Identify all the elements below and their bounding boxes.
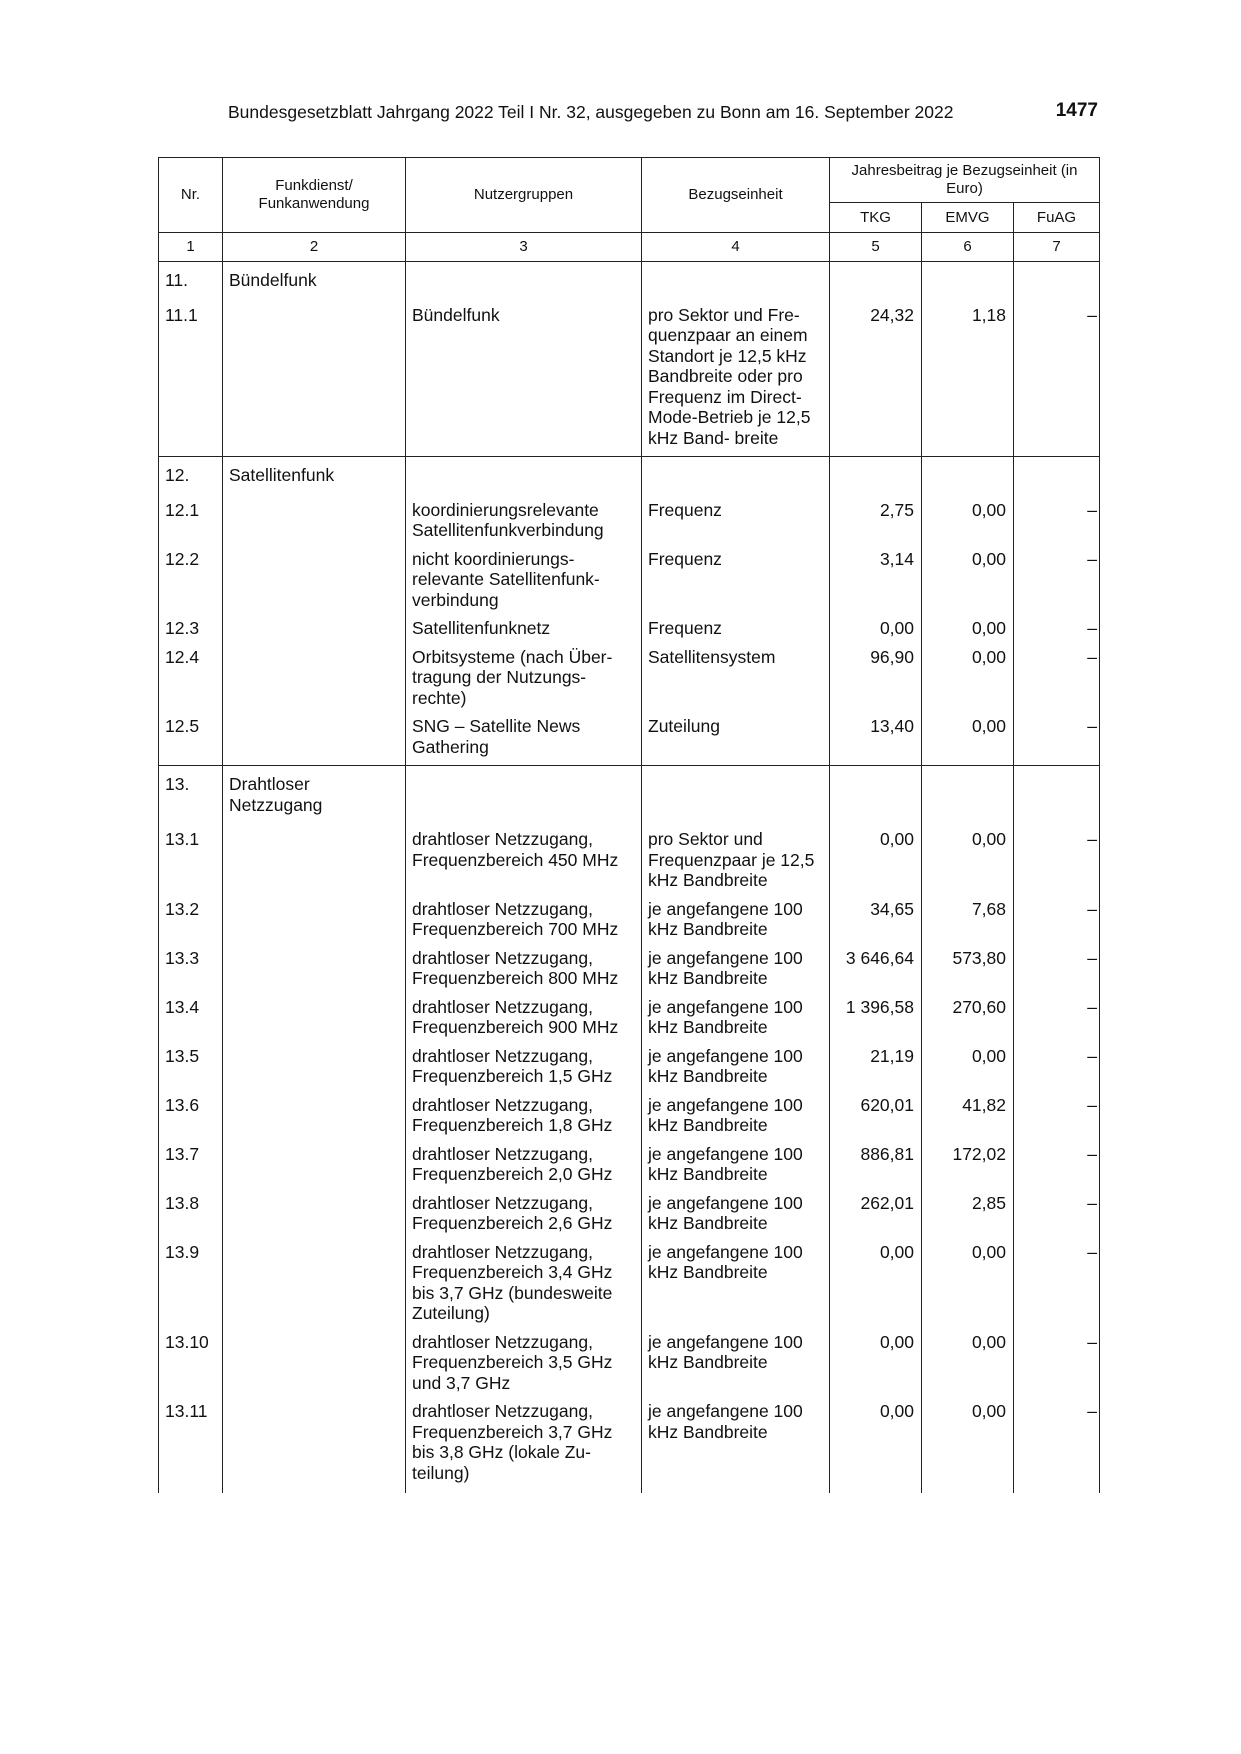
- column-number: 3: [406, 233, 642, 262]
- table-row: [159, 821, 1100, 891]
- table-row: [159, 492, 1100, 541]
- tkg-value: 2,75: [830, 492, 922, 541]
- nutzergruppe-cell: Orbitsysteme (nach Über- tragung der Nutzungs- rechte): [406, 639, 642, 709]
- funkdienst-cell: [223, 989, 406, 1038]
- emvg-value: 0,00: [922, 821, 1014, 891]
- nutzergruppe-cell: nicht koordinierungs- relevante Satellitenfunk- verbindung: [406, 541, 642, 611]
- nutzergruppe-cell: drahtloser Netzzugang, Frequenzbereich 3,4 GHz bis 3,7 GHz (bundesweite Zuteilung): [406, 1234, 642, 1324]
- nutzergruppe-cell: drahtloser Netzzugang, Frequenzbereich 1,8 GHz: [406, 1087, 642, 1136]
- row-number: 13.11: [159, 1393, 223, 1493]
- col-jahresbeitrag-header: Jahresbeitrag je Bezugseinheit (in Euro): [830, 158, 1100, 203]
- empty-cell: [642, 457, 830, 492]
- table-row: [159, 708, 1100, 766]
- funkdienst-cell: [223, 891, 406, 940]
- funkdienst-cell: [223, 1234, 406, 1324]
- bezugseinheit-cell: pro Sektor und Fre- quenzpaar an einem Standort je 12,5 kHz Bandbreite oder pro Frequenz im Direct-Mode-Betrieb je 12,5 kHz Band- breite: [642, 297, 830, 457]
- tkg-value: 21,19: [830, 1038, 922, 1087]
- row-number: 13.5: [159, 1038, 223, 1087]
- nutzergruppe-cell: drahtloser Netzzugang, Frequenzbereich 3,5 GHz und 3,7 GHz: [406, 1324, 642, 1394]
- emvg-value: 172,02: [922, 1136, 1014, 1185]
- tkg-value: 0,00: [830, 821, 922, 891]
- tkg-value: 0,00: [830, 610, 922, 639]
- row-number: 11.1: [159, 297, 223, 457]
- table-row: [159, 610, 1100, 639]
- funkdienst-cell: [223, 708, 406, 766]
- tkg-value: 3,14: [830, 541, 922, 611]
- funkdienst-cell: [223, 492, 406, 541]
- bezugseinheit-cell: Zuteilung: [642, 708, 830, 766]
- row-number: 13.2: [159, 891, 223, 940]
- nutzergruppe-cell: SNG – Satellite News Gathering: [406, 708, 642, 766]
- row-number: 12.5: [159, 708, 223, 766]
- fuag-value: –: [1014, 297, 1100, 457]
- table-row: [159, 1393, 1100, 1493]
- tkg-value: 620,01: [830, 1087, 922, 1136]
- page-number: 1477: [1055, 100, 1098, 121]
- emvg-value: 0,00: [922, 708, 1014, 766]
- bezugseinheit-cell: je angefangene 100 kHz Bandbreite: [642, 1087, 830, 1136]
- bezugseinheit-cell: je angefangene 100 kHz Bandbreite: [642, 1234, 830, 1324]
- emvg-value: 270,60: [922, 989, 1014, 1038]
- bezugseinheit-cell: Satellitensystem: [642, 639, 830, 709]
- funkdienst-cell: [223, 940, 406, 989]
- empty-cell: [922, 262, 1014, 297]
- nutzergruppe-cell: drahtloser Netzzugang, Frequenzbereich 2,6 GHz: [406, 1185, 642, 1234]
- empty-cell: [1014, 766, 1100, 822]
- funkdienst-cell: [223, 1038, 406, 1087]
- table-row: [159, 541, 1100, 611]
- tkg-value: 96,90: [830, 639, 922, 709]
- funkdienst-cell: [223, 1324, 406, 1394]
- empty-cell: [922, 457, 1014, 492]
- col-bezugseinheit-header: Bezugseinheit: [642, 158, 830, 233]
- row-number: 13.7: [159, 1136, 223, 1185]
- funkdienst-cell: [223, 297, 406, 457]
- emvg-value: 41,82: [922, 1087, 1014, 1136]
- empty-cell: [1014, 262, 1100, 297]
- fuag-value: –: [1014, 639, 1100, 709]
- table-row: [159, 1038, 1100, 1087]
- tkg-value: 1 396,58: [830, 989, 922, 1038]
- row-number: 13.4: [159, 989, 223, 1038]
- empty-cell: [1014, 457, 1100, 492]
- nutzergruppe-cell: drahtloser Netzzugang, Frequenzbereich 900 MHz: [406, 989, 642, 1038]
- fuag-value: –: [1014, 1087, 1100, 1136]
- tkg-value: 24,32: [830, 297, 922, 457]
- col-emvg-header: EMVG: [922, 203, 1014, 233]
- bezugseinheit-cell: je angefangene 100 kHz Bandbreite: [642, 1324, 830, 1394]
- table-row: [159, 989, 1100, 1038]
- fuag-value: –: [1014, 1393, 1100, 1493]
- group-row: [159, 262, 1100, 297]
- nutzergruppe-cell: drahtloser Netzzugang, Frequenzbereich 800 MHz: [406, 940, 642, 989]
- fuag-value: –: [1014, 492, 1100, 541]
- row-number: 12.3: [159, 610, 223, 639]
- bezugseinheit-cell: pro Sektor und Frequenzpaar je 12,5 kHz Bandbreite: [642, 821, 830, 891]
- table-row: [159, 639, 1100, 709]
- emvg-value: 2,85: [922, 1185, 1014, 1234]
- nutzergruppe-cell: drahtloser Netzzugang, Frequenzbereich 2,0 GHz: [406, 1136, 642, 1185]
- funkdienst-cell: [223, 639, 406, 709]
- fuag-value: –: [1014, 1324, 1100, 1394]
- tkg-value: 3 646,64: [830, 940, 922, 989]
- fee-table: [158, 157, 1100, 1493]
- bezugseinheit-cell: je angefangene 100 kHz Bandbreite: [642, 1038, 830, 1087]
- publication-title: Bundesgesetzblatt Jahrgang 2022 Teil I Nr. 32, ausgegeben zu Bonn am 16. September 2022: [228, 102, 954, 122]
- emvg-value: 0,00: [922, 1234, 1014, 1324]
- row-number: 13.3: [159, 940, 223, 989]
- bezugseinheit-cell: je angefangene 100 kHz Bandbreite: [642, 891, 830, 940]
- nutzergruppe-cell: Satellitenfunknetz: [406, 610, 642, 639]
- group-row: [159, 457, 1100, 492]
- group-number: 11.: [159, 262, 223, 297]
- empty-cell: [642, 262, 830, 297]
- col-tkg-header: TKG: [830, 203, 922, 233]
- row-number: 13.9: [159, 1234, 223, 1324]
- nutzergruppe-cell: Bündelfunk: [406, 297, 642, 457]
- column-number: 2: [223, 233, 406, 262]
- nutzergruppe-cell: koordinierungsrelevante Satellitenfunkverbindung: [406, 492, 642, 541]
- emvg-value: 0,00: [922, 639, 1014, 709]
- fuag-value: –: [1014, 1185, 1100, 1234]
- emvg-value: 0,00: [922, 541, 1014, 611]
- column-number: 5: [830, 233, 922, 262]
- table-row: [159, 891, 1100, 940]
- nutzergruppe-cell: drahtloser Netzzugang, Frequenzbereich 3,7 GHz bis 3,8 GHz (lokale Zu- teilung): [406, 1393, 642, 1493]
- column-number: 6: [922, 233, 1014, 262]
- table-header: [159, 158, 1100, 262]
- group-number: 12.: [159, 457, 223, 492]
- emvg-value: 1,18: [922, 297, 1014, 457]
- table-row: [159, 1324, 1100, 1394]
- table-row: [159, 1136, 1100, 1185]
- row-number: 13.6: [159, 1087, 223, 1136]
- bezugseinheit-cell: Frequenz: [642, 610, 830, 639]
- funkdienst-cell: [223, 541, 406, 611]
- funkdienst-cell: [223, 1185, 406, 1234]
- tkg-value: 0,00: [830, 1234, 922, 1324]
- row-number: 12.4: [159, 639, 223, 709]
- tkg-value: 13,40: [830, 708, 922, 766]
- table-row: [159, 940, 1100, 989]
- nutzergruppe-cell: drahtloser Netzzugang, Frequenzbereich 450 MHz: [406, 821, 642, 891]
- funkdienst-cell: [223, 821, 406, 891]
- empty-cell: [642, 766, 830, 822]
- row-number: 13.8: [159, 1185, 223, 1234]
- bezugseinheit-cell: je angefangene 100 kHz Bandbreite: [642, 940, 830, 989]
- table-row: [159, 1234, 1100, 1324]
- empty-cell: [830, 262, 922, 297]
- empty-cell: [830, 457, 922, 492]
- empty-cell: [406, 457, 642, 492]
- fuag-value: –: [1014, 541, 1100, 611]
- fuag-value: –: [1014, 1136, 1100, 1185]
- emvg-value: 0,00: [922, 610, 1014, 639]
- table-row: [159, 1185, 1100, 1234]
- funkdienst-cell: [223, 1087, 406, 1136]
- table-row: [159, 1087, 1100, 1136]
- emvg-value: 0,00: [922, 1038, 1014, 1087]
- fuag-value: –: [1014, 1038, 1100, 1087]
- group-row: [159, 766, 1100, 822]
- column-number: 7: [1014, 233, 1100, 262]
- emvg-value: 7,68: [922, 891, 1014, 940]
- emvg-value: 0,00: [922, 492, 1014, 541]
- group-name: Bündelfunk: [223, 262, 406, 297]
- group-name: Satellitenfunk: [223, 457, 406, 492]
- page-header: [158, 100, 1098, 126]
- bezugseinheit-cell: je angefangene 100 kHz Bandbreite: [642, 989, 830, 1038]
- empty-cell: [406, 766, 642, 822]
- emvg-value: 0,00: [922, 1324, 1014, 1394]
- funkdienst-cell: [223, 1136, 406, 1185]
- table-row: [159, 297, 1100, 457]
- empty-cell: [922, 766, 1014, 822]
- bezugseinheit-cell: Frequenz: [642, 541, 830, 611]
- nutzergruppe-cell: drahtloser Netzzugang, Frequenzbereich 700 MHz: [406, 891, 642, 940]
- row-number: 13.1: [159, 821, 223, 891]
- row-number: 13.10: [159, 1324, 223, 1394]
- fuag-value: –: [1014, 891, 1100, 940]
- column-number: 1: [159, 233, 223, 262]
- tkg-value: 0,00: [830, 1393, 922, 1493]
- col-fuag-header: FuAG: [1014, 203, 1100, 233]
- column-number-row: [159, 233, 1100, 262]
- bezugseinheit-cell: je angefangene 100 kHz Bandbreite: [642, 1393, 830, 1493]
- funkdienst-cell: [223, 610, 406, 639]
- tkg-value: 34,65: [830, 891, 922, 940]
- empty-cell: [406, 262, 642, 297]
- fuag-value: –: [1014, 940, 1100, 989]
- col-nr-header: Nr.: [159, 158, 223, 233]
- group-name: Drahtloser Netzzugang: [223, 766, 406, 822]
- emvg-value: 0,00: [922, 1393, 1014, 1493]
- table-body: [159, 262, 1100, 1494]
- fuag-value: –: [1014, 821, 1100, 891]
- fuag-value: –: [1014, 989, 1100, 1038]
- group-number: 13.: [159, 766, 223, 822]
- fuag-value: –: [1014, 1234, 1100, 1324]
- fuag-value: –: [1014, 708, 1100, 766]
- funkdienst-cell: [223, 1393, 406, 1493]
- tkg-value: 262,01: [830, 1185, 922, 1234]
- bezugseinheit-cell: je angefangene 100 kHz Bandbreite: [642, 1136, 830, 1185]
- bezugseinheit-cell: Frequenz: [642, 492, 830, 541]
- nutzergruppe-cell: drahtloser Netzzugang, Frequenzbereich 1,5 GHz: [406, 1038, 642, 1087]
- row-number: 12.2: [159, 541, 223, 611]
- empty-cell: [830, 766, 922, 822]
- col-nutzergruppen-header: Nutzergruppen: [406, 158, 642, 233]
- column-number: 4: [642, 233, 830, 262]
- tkg-value: 0,00: [830, 1324, 922, 1394]
- row-number: 12.1: [159, 492, 223, 541]
- fuag-value: –: [1014, 610, 1100, 639]
- bezugseinheit-cell: je angefangene 100 kHz Bandbreite: [642, 1185, 830, 1234]
- emvg-value: 573,80: [922, 940, 1014, 989]
- col-funkdienst-header: Funkdienst/ Funkanwendung: [223, 158, 406, 233]
- tkg-value: 886,81: [830, 1136, 922, 1185]
